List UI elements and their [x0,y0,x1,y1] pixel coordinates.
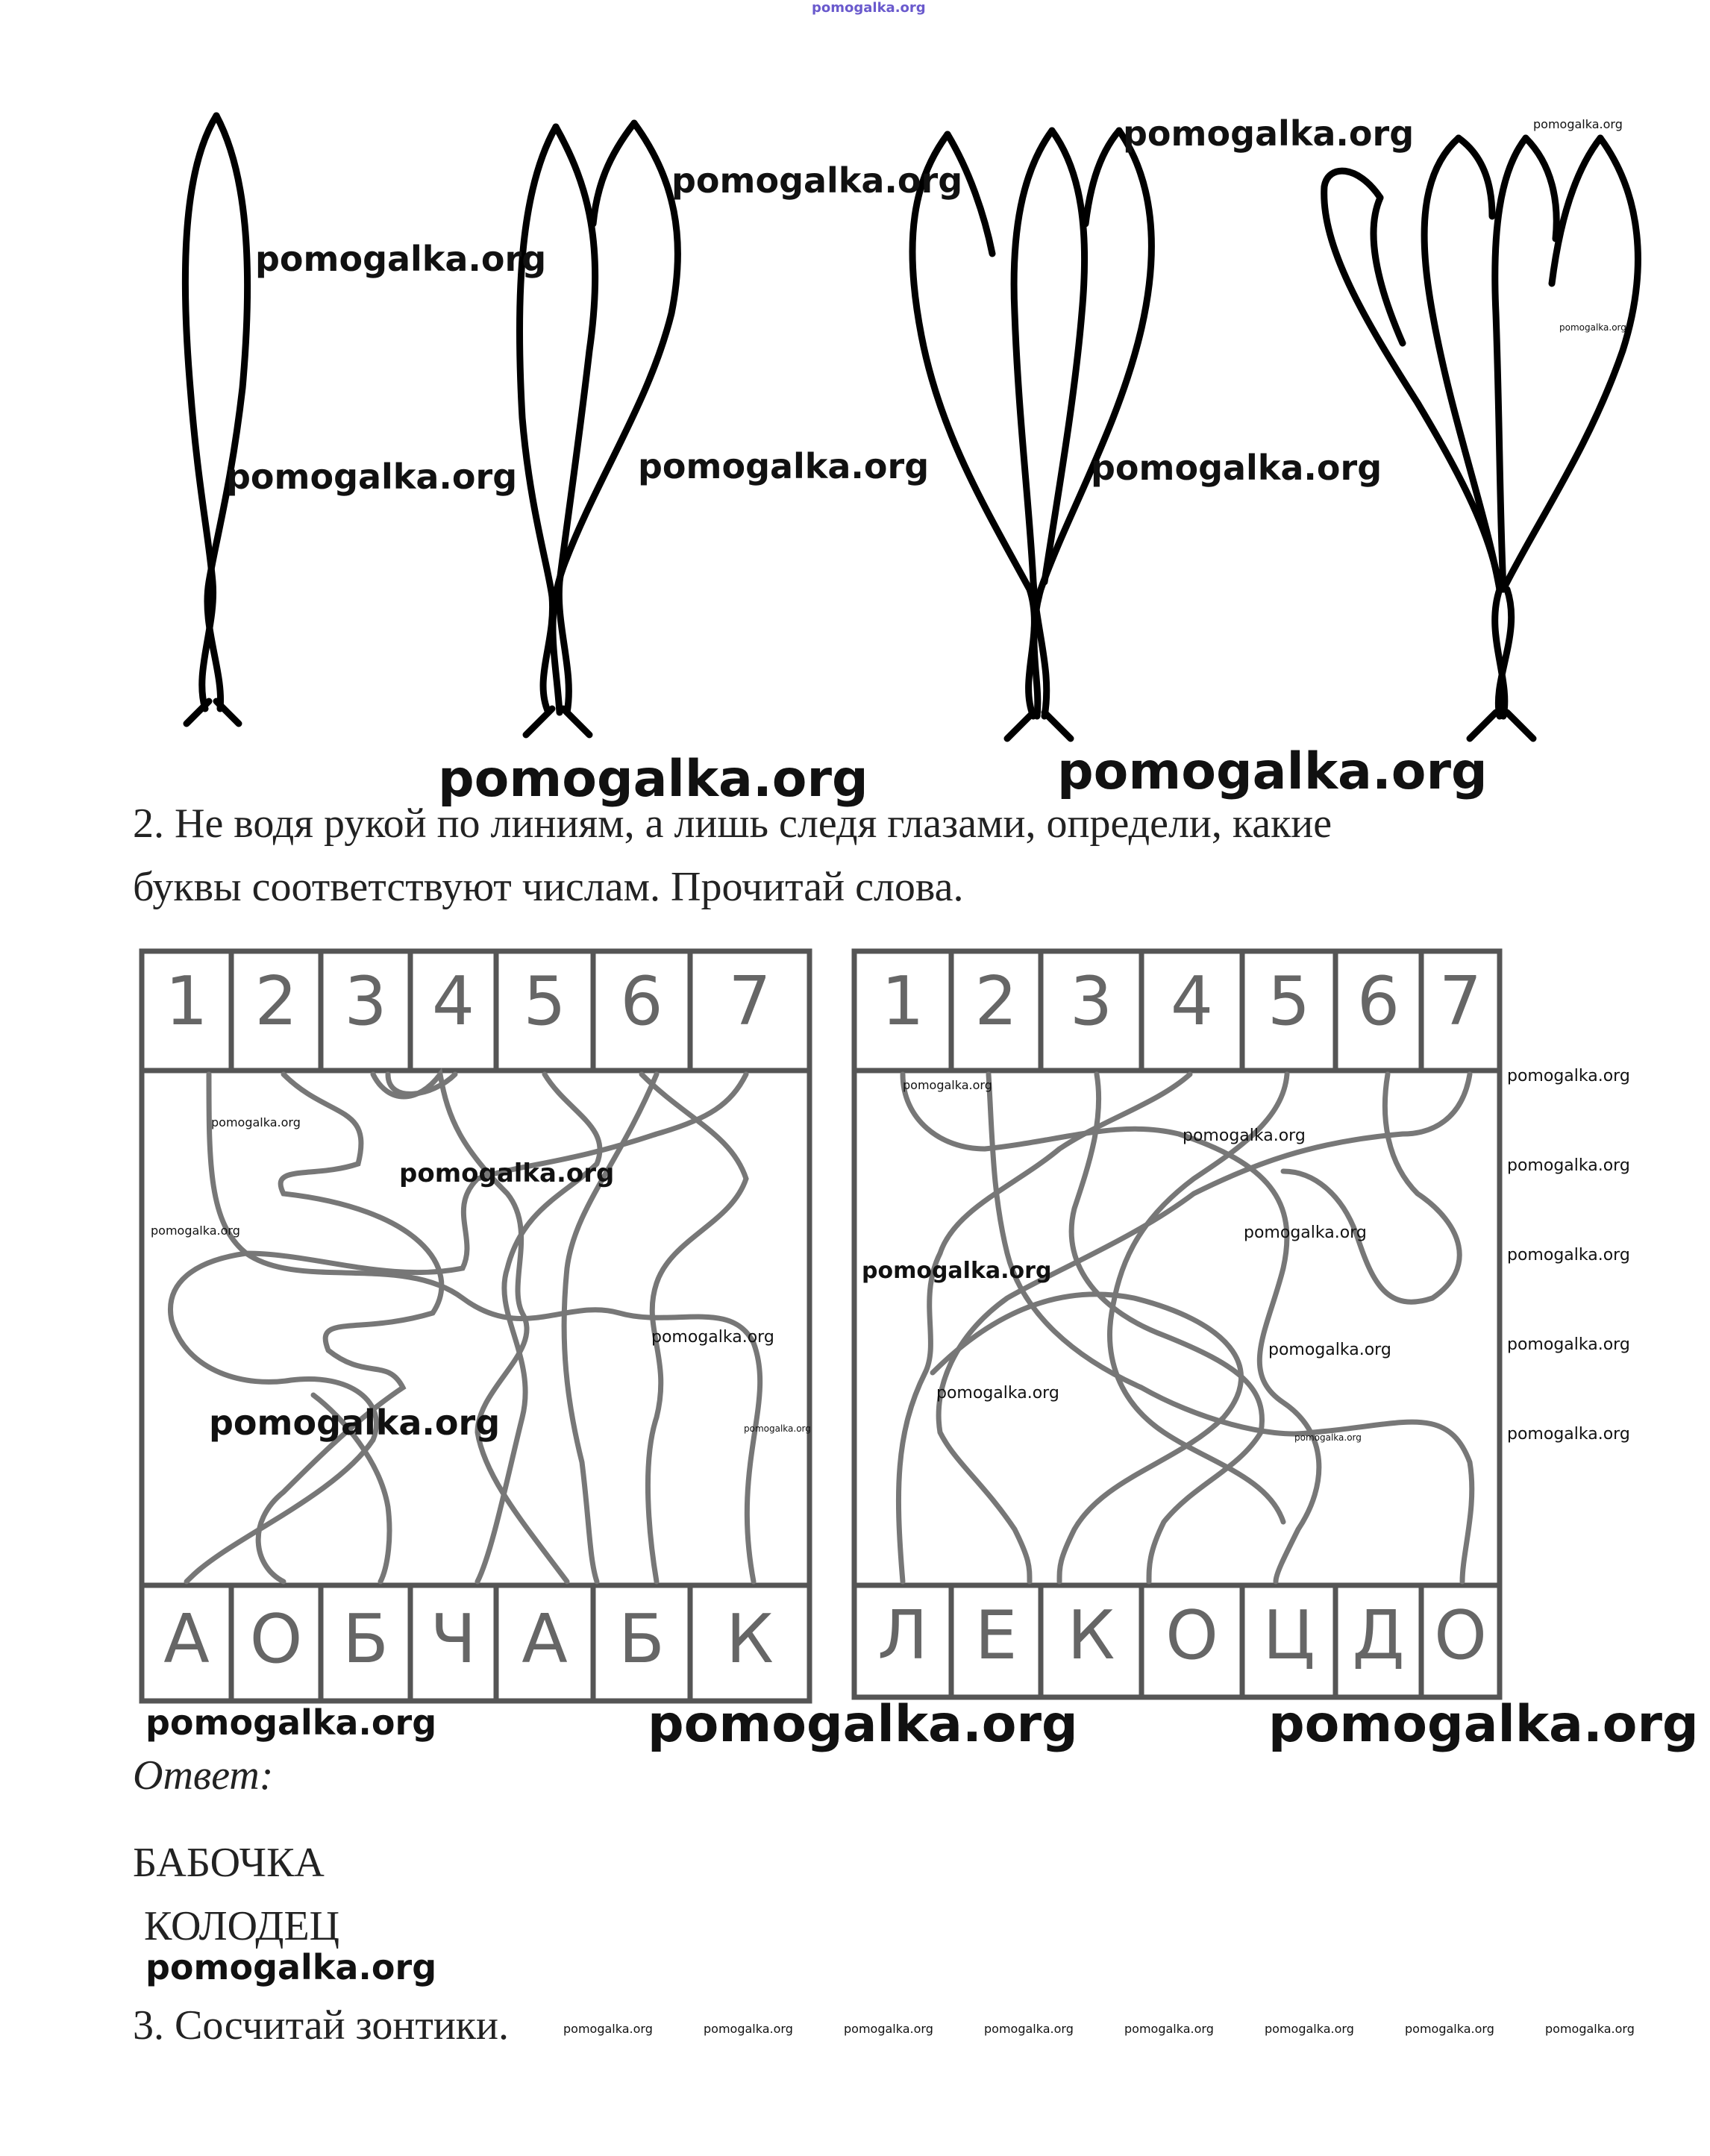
answer-label: Ответ: [133,1752,274,1799]
watermark: pomogalka.org [744,1423,811,1434]
watermark: pomogalka.org [1507,1425,1630,1444]
watermark: pomogalka.org [1545,2022,1635,2036]
top-watermark: pomogalka.org [812,0,926,16]
watermark: pomogalka.org [1123,113,1415,154]
watermark: pomogalka.org [844,2022,933,2036]
number-cell: 1 [165,962,208,1041]
number-cell: 2 [254,962,298,1041]
watermark: pomogalka.org [1268,1695,1699,1754]
watermark: pomogalka.org [648,1695,1078,1754]
watermark: pomogalka.org [1268,1341,1391,1359]
letter-cell: Б [618,1600,665,1679]
watermark: pomogalka.org [1507,1246,1630,1265]
letter-cell: Л [877,1596,928,1675]
task3-text: 3. Сосчитай зонтики. [133,2002,509,2049]
letter-cell: О [1165,1596,1218,1675]
number-cell: 3 [344,962,387,1041]
number-cell: 5 [523,962,566,1041]
watermark: pomogalka.org [651,1328,774,1347]
watermark: pomogalka.org [1405,2022,1494,2036]
watermark: pomogalka.org [145,1702,437,1743]
watermark: pomogalka.org [1057,742,1488,801]
number-cell: 4 [1170,962,1214,1041]
watermark: pomogalka.org [563,2022,653,2036]
number-cell: 7 [728,962,771,1041]
number-cell: 5 [1267,962,1311,1041]
letter-cell: А [163,1600,210,1679]
number-cell: 1 [881,962,924,1041]
watermark: pomogalka.org [984,2022,1074,2036]
watermark: pomogalka.org [1559,322,1626,333]
right-letter-row [854,1596,1500,1693]
watermark: pomogalka.org [1533,117,1623,131]
watermark: pomogalka.org [903,1078,992,1092]
letter-cell: Б [342,1600,389,1679]
letter-cell: Е [974,1596,1018,1675]
answer-word-2: КОЛОДЕЦ [144,1903,340,1949]
watermark: pomogalka.org [226,457,518,497]
watermark: pomogalka.org [671,160,963,201]
watermark: pomogalka.org [1183,1126,1306,1145]
right-number-row [854,962,1500,1059]
watermark: pomogalka.org [1244,1223,1367,1242]
watermark: pomogalka.org [399,1159,615,1188]
watermark: pomogalka.org [1294,1432,1362,1443]
letter-cell: К [726,1600,774,1679]
watermark: pomogalka.org [1124,2022,1214,2036]
watermark: pomogalka.org [145,1947,437,1987]
watermark: pomogalka.org [211,1115,301,1129]
number-cell: 2 [974,962,1018,1041]
watermark: pomogalka.org [255,239,547,279]
answer-word-1: БАБОЧКА [133,1840,325,1886]
number-cell: 7 [1438,962,1482,1041]
watermark: pomogalka.org [1507,1335,1630,1354]
number-cell: 4 [431,962,475,1041]
number-cell: 6 [620,962,663,1041]
left-letter-row [142,1600,809,1697]
number-cell: 6 [1356,962,1400,1041]
watermark: pomogalka.org [438,750,868,809]
watermark: pomogalka.org [1507,1067,1630,1085]
number-cell: 3 [1069,962,1113,1041]
letter-cell: Ц [1262,1596,1315,1675]
watermark: pomogalka.org [1265,2022,1354,2036]
letter-cell: О [249,1600,303,1679]
letter-cell: О [1434,1596,1487,1675]
watermark: pomogalka.org [704,2022,793,2036]
watermark: pomogalka.org [209,1403,501,1443]
letter-cell: Ч [430,1600,477,1679]
letter-cell: А [522,1600,568,1679]
watermark: pomogalka.org [638,446,930,486]
watermark: pomogalka.org [1507,1156,1630,1175]
watermark: pomogalka.org [862,1258,1052,1284]
letter-cell: Д [1352,1596,1405,1675]
task2-line2: буквы соответствуют числам. Прочитай слова. [133,864,964,910]
watermark: pomogalka.org [1091,448,1382,488]
task2-line1: 2. Не водя рукой по линиям, а лишь следя глазами, определи, какие [133,800,1332,847]
left-number-row [142,962,809,1059]
watermark: pomogalka.org [936,1384,1059,1403]
watermark: pomogalka.org [151,1223,240,1238]
letter-cell: К [1067,1596,1115,1675]
